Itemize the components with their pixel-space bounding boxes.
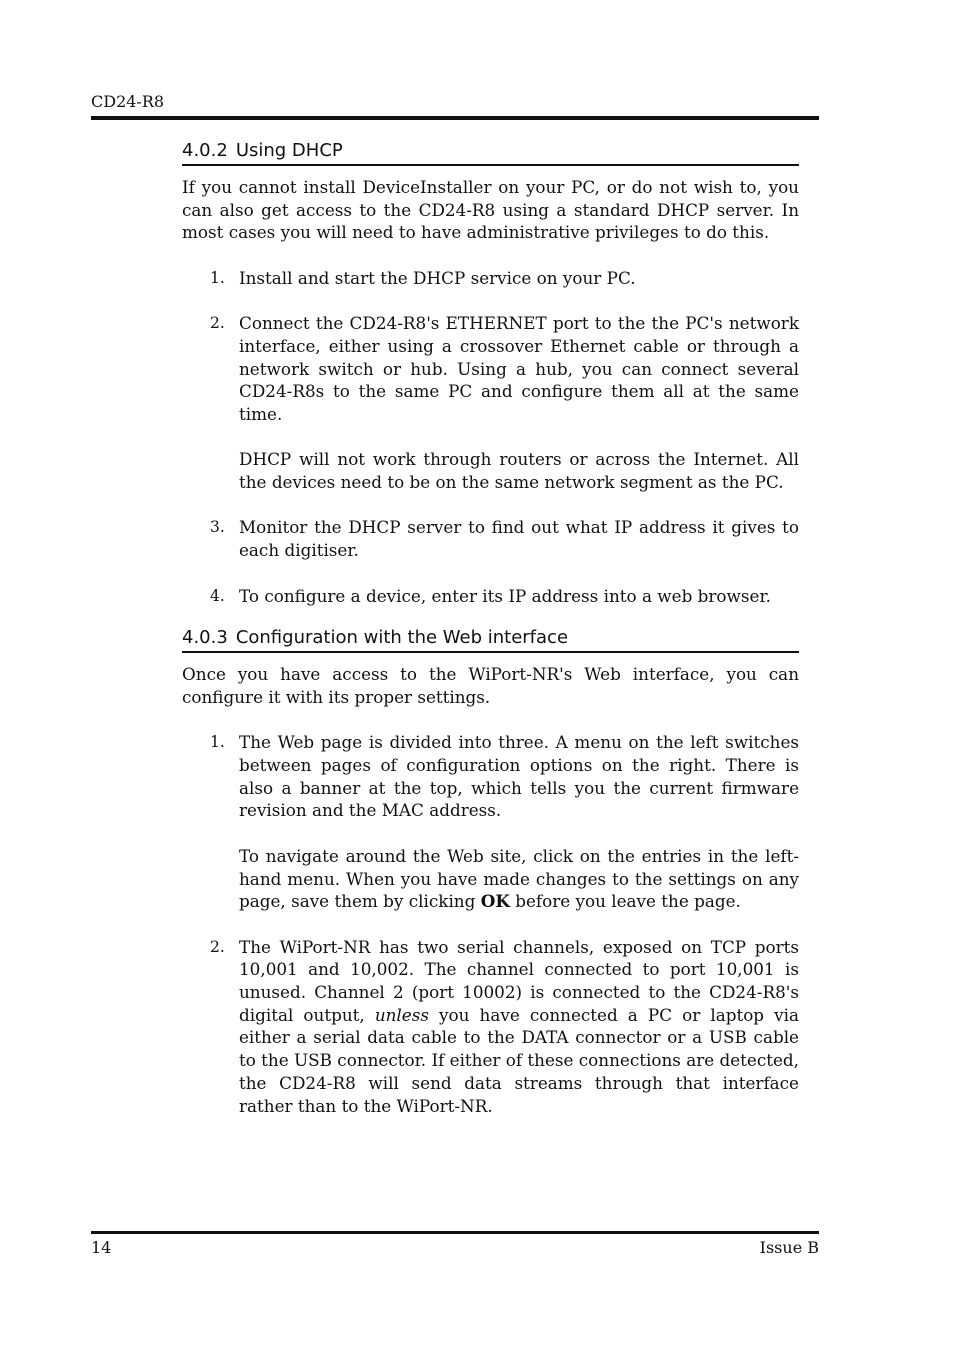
list-item-text: To configure a device, enter its IP address into a web browser. xyxy=(239,585,771,606)
numbered-list xyxy=(182,267,799,607)
section-intro: If you cannot install DeviceInstaller on your PC, or do not wish to, you can also get access to the CD24-R8 using a standard DHCP server. In most cases you will need to have administrative privileges to do this. xyxy=(182,177,799,243)
note-text-end: before you leave the page. xyxy=(509,891,741,912)
list-item-note xyxy=(239,845,799,913)
section-heading xyxy=(182,140,799,166)
note-text-start: To navigate around the Web site, click on the entries in the left-hand menu. When you have made changes to the settings on any page, save them by clicking xyxy=(239,845,799,912)
list-marker: 1. xyxy=(210,268,225,287)
section-title: Using DHCP xyxy=(235,140,343,161)
list-item-text: The Web page is divided into three. A menu on the left switches between pages of configuration options on the right. There is also a banner at the top, which tells you the current firmware revision and the MAC address. xyxy=(239,732,799,821)
numbered-list xyxy=(182,731,799,1117)
list-item xyxy=(182,936,799,1118)
list-item-text: Connect the CD24-R8's ETHERNET port to the the PC's network interface, either using a crossover Ethernet cable or through a network switch or hub. Using a hub, you can connect several CD24-R8s to the same PC and configure them all at the same time. xyxy=(239,313,799,424)
list-marker: 2. xyxy=(210,314,225,333)
list-item-text xyxy=(239,936,799,1118)
section-intro: Once you have access to the WiPort-NR's Web interface, you can configure it with its proper settings. xyxy=(182,664,799,707)
footer-rule xyxy=(91,1231,819,1234)
item-text-end: you have connected a PC or laptop via either a serial data cable to the DATA connector or a USB cable to the USB connector. If either of these connections are detected, the CD24-R8 will send data streams through that interface rather than to the WiPort-NR. xyxy=(239,1004,799,1116)
unless-emphasis: unless xyxy=(374,1004,429,1025)
section-using-dhcp xyxy=(182,140,799,607)
item-text-start: The WiPort-NR has two serial channels, exposed on TCP ports 10,001 and 10,002. The channel connected to port 10,001 is unused. Channel 2 (port 10002) is connected to the CD24-R8's digital output, xyxy=(239,936,799,1025)
list-item xyxy=(182,312,799,494)
page-content xyxy=(182,140,799,1117)
list-marker: 4. xyxy=(210,586,225,605)
list-marker: 2. xyxy=(210,937,225,956)
section-number: 4.0.2 xyxy=(182,140,228,161)
ok-keyword: OK xyxy=(480,891,510,912)
section-number: 4.0.3 xyxy=(182,627,228,649)
list-marker: 1. xyxy=(210,733,225,752)
section-web-configuration xyxy=(182,627,799,1117)
list-item xyxy=(182,731,799,913)
header-rule xyxy=(91,116,819,120)
section-title: Configuration with the Web interface xyxy=(235,627,569,649)
list-item-note: DHCP will not work through routers or across the Internet. All the devices need to be on the same network segment as the PC. xyxy=(239,449,799,493)
section-heading xyxy=(182,627,799,653)
page-number: 14 xyxy=(91,1238,112,1257)
issue-label: Issue B xyxy=(759,1238,819,1257)
list-item-text: Install and start the DHCP service on your PC. xyxy=(239,267,636,288)
list-item xyxy=(182,585,799,608)
list-item xyxy=(182,267,799,290)
list-marker: 3. xyxy=(210,518,225,537)
running-header: CD24-R8 xyxy=(91,92,165,111)
list-item xyxy=(182,516,799,561)
list-item-text: Monitor the DHCP server to find out what IP address it gives to each digitiser. xyxy=(239,517,799,561)
